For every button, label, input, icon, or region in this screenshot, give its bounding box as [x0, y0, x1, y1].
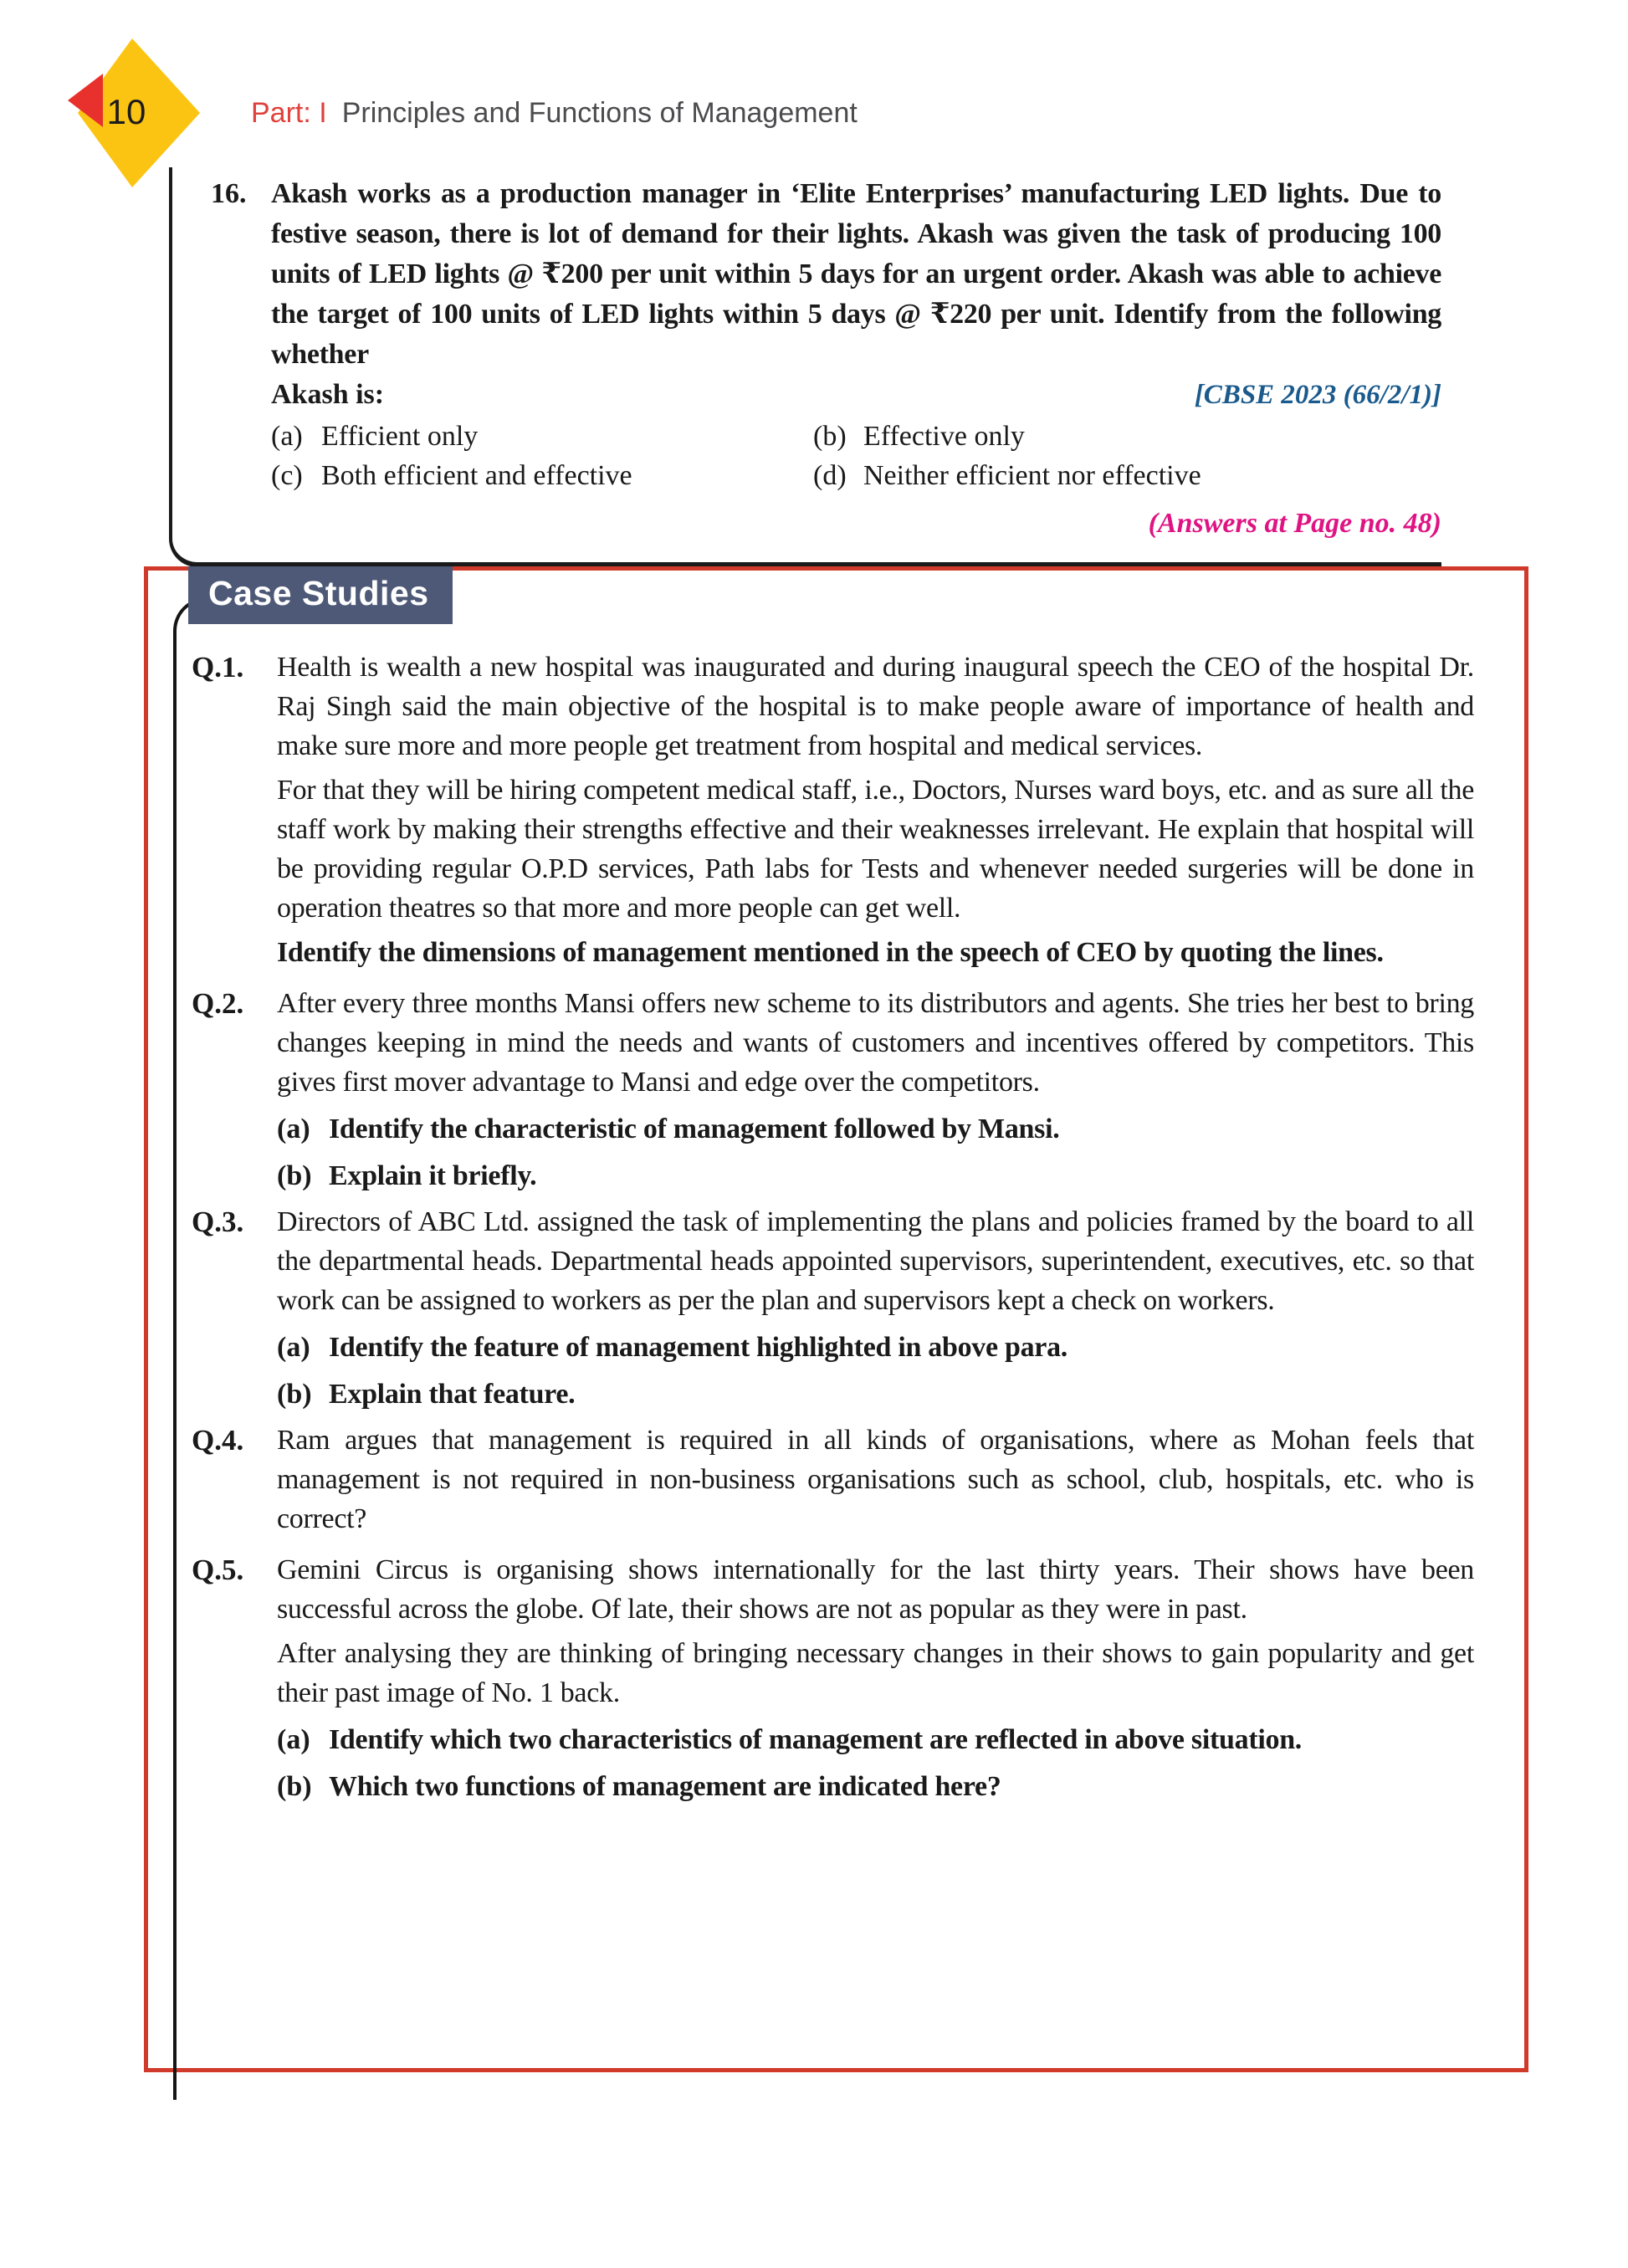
option-a — [271, 417, 813, 456]
question-paragraph: Gemini Circus is organising shows internationally for the last thirty years. Their shows have been successful across the globe. Of late, their shows are not as popular as they were in past. — [277, 1554, 1474, 1625]
question-label: Q.5. — [192, 1554, 244, 1586]
part-label: Part: I — [251, 97, 327, 129]
page-header — [0, 0, 1628, 192]
question-16-box — [169, 167, 1441, 567]
case-question-4 — [192, 1421, 1474, 1544]
sub-item-marker: (b) — [277, 1160, 312, 1191]
case-studies-heading: Case Studies — [188, 566, 453, 624]
option-c — [271, 456, 813, 495]
answers-note: (Answers at Page no. 48) — [1148, 508, 1441, 539]
sub-item-b — [277, 1375, 1474, 1414]
sub-item-marker: (b) — [277, 1771, 312, 1802]
header-titles — [251, 97, 858, 130]
option-b — [813, 417, 1441, 456]
question-paragraph: Ram argues that management is required in all kinds of organisations, where as Mohan feels that management is not required in non-business organisations such as school, club, hospitals, etc. who is correct? — [277, 1425, 1474, 1534]
option-a-marker: (a) — [271, 421, 303, 452]
sub-item-text: Identify which two characteristics of management are reflected in above situation. — [329, 1724, 1303, 1755]
option-b-text: Effective only — [863, 421, 1025, 452]
options-grid — [271, 417, 1441, 495]
question-label: Q.3. — [192, 1206, 244, 1238]
question-label: Q.2. — [192, 987, 244, 1020]
sub-item-text: Identify the characteristic of management followed by Mansi. — [329, 1114, 1060, 1144]
option-d — [813, 456, 1441, 495]
question-lead-out: Akash is: — [271, 379, 385, 410]
sub-item-b — [277, 1767, 1474, 1806]
sub-item-text: Identify the feature of management highlighted in above para. — [329, 1332, 1067, 1363]
option-a-text: Efficient only — [321, 421, 479, 452]
question-paragraph: After analysing they are thinking of bringing necessary changes in their shows to gain popularity and get their past image of No. 1 back. — [277, 1638, 1474, 1708]
sub-item-text: Explain that feature. — [329, 1379, 576, 1410]
sub-item-b — [277, 1156, 1474, 1195]
question-number: 16. — [211, 178, 247, 209]
case-question-2 — [192, 984, 1474, 1195]
option-c-text: Both efficient and effective — [321, 460, 632, 491]
option-d-marker: (d) — [813, 460, 847, 491]
case-studies-box — [144, 566, 1528, 2072]
question-paragraph: For that they will be hiring competent medical staff, i.e., Doctors, Nurses ward boys, etc. and as sure all the staff work by making their strengths effective and their weaknesses irrelevant. He explain that hospital will be providing regular O.P.D services, Path labs for Tests and whenever needed surgeries will be done in operation theatres so that more and more people can get well. — [277, 775, 1474, 924]
question-paragraph: Health is wealth a new hospital was inaugurated and during inaugural speech the CEO of the hospital Dr. Raj Singh said the main objective of the hospital is to make people aware of importance of health and make sure more and more people get treatment from hospital and medical services. — [277, 652, 1474, 761]
question-text: Akash works as a production manager in ‘Elite Enterprises’ manufacturing LED lights. Due to festive season, there is lot of demand for their lights. Akash was given the task of producing 100 units of LED lights @ ₹200 per unit within 5 days for an urgent order. Akash was able to achieve the target of 100 units of LED lights within 5 days @ ₹220 per unit. Identify from the following whether — [271, 178, 1441, 370]
case-question-3 — [192, 1202, 1474, 1414]
question-task-bold: Identify the dimensions of management mentioned in the speech of CEO by quoting the lines. — [277, 937, 1384, 968]
question-paragraph: After every three months Mansi offers new scheme to its distributors and agents. She tries her best to bring changes keeping in mind the needs and wants of customers and incentives offered by competitors. This gives first mover advantage to Mansi and edge over the competitors. — [277, 988, 1474, 1098]
case-studies-content — [148, 571, 1524, 2068]
option-c-marker: (c) — [271, 460, 303, 491]
sub-item-marker: (a) — [277, 1114, 310, 1144]
sub-item-a — [277, 1109, 1474, 1149]
sub-item-a — [277, 1720, 1474, 1759]
sub-item-text: Which two functions of management are indicated here? — [329, 1771, 1001, 1802]
sub-item-marker: (a) — [277, 1332, 310, 1363]
sub-item-marker: (a) — [277, 1724, 310, 1755]
sub-item-marker: (b) — [277, 1379, 312, 1410]
sub-item-text: Explain it briefly. — [329, 1160, 537, 1191]
question-label: Q.1. — [192, 651, 244, 683]
case-question-5 — [192, 1550, 1474, 1806]
part-title: Principles and Functions of Management — [341, 97, 858, 129]
sub-item-a — [277, 1328, 1474, 1367]
option-d-text: Neither efficient nor effective — [863, 460, 1201, 491]
case-question-1 — [192, 648, 1474, 977]
option-b-marker: (b) — [813, 421, 847, 452]
page-number: 10 — [106, 92, 146, 131]
cbse-citation: [CBSE 2023 (66/2/1)] — [1194, 380, 1441, 410]
question-paragraph: Directors of ABC Ltd. assigned the task of implementing the plans and policies framed by the board to all the departmental heads. Departmental heads appointed supervisors, superintendent, executives, etc. so that work can be assigned to workers as per the plan and supervisors kept a check on workers. — [277, 1206, 1474, 1316]
question-label: Q.4. — [192, 1424, 244, 1457]
